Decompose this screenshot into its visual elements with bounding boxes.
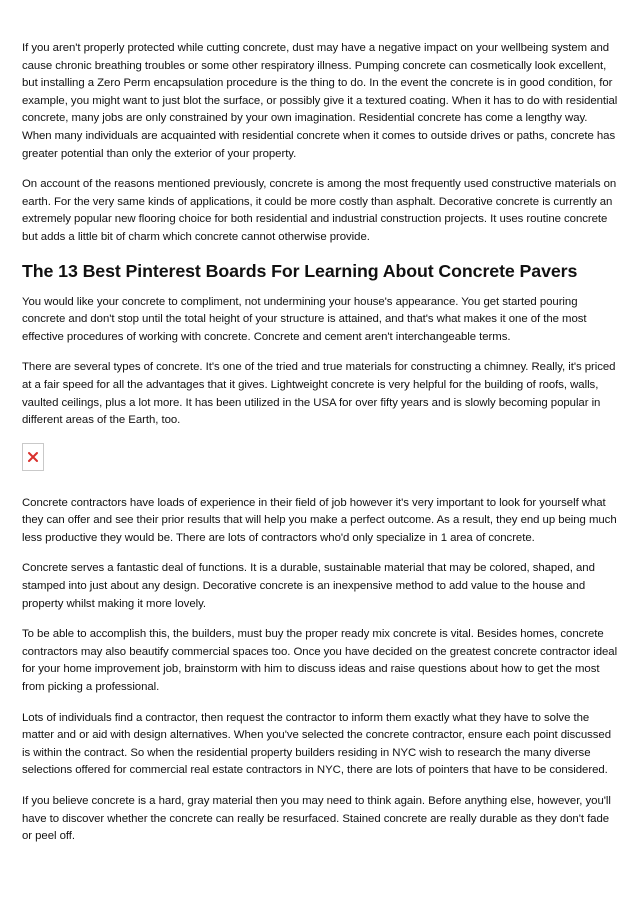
paragraph: To be able to accomplish this, the builders, must buy the proper ready mix concrete is vital. Besides homes, concrete contractors may also beautify commercial spaces too. Once you have decided on the greatest concrete contractor ideal for your home improvement job, brainstorm with him to discuss ideas and raise questions about how to get the most from picking a professional. <box>22 628 618 694</box>
paragraph: There are several types of concrete. It's one of the tried and true materials for constructing a chimney. Really, it's priced at a fair speed for all the advantages that it gives. Lightweight concrete is very helpful for the building of roofs, walls, vaulted ceilings, plus a lot more. It has been utilized in the USA for over fifty years and is slowly becoming popular in different areas of the Earth, too. <box>22 361 616 427</box>
paragraph: Concrete contractors have loads of experience in their field of job however it's very important to look for yourself what they can offer and see their prior results that will help you make a perfect outcome. As a result, they end up being much less productive they would be. There are lots of contractors who'd only specialize in 1 area of concrete. <box>22 496 617 544</box>
document-page <box>22 40 620 859</box>
paragraph: If you believe concrete is a hard, gray material then you may need to think again. Before anything else, however, you'll have to discover whether the concrete can really be resurfaced. Stained concrete are really durable as they don't fade or peel off. <box>22 795 611 843</box>
paragraph: Lots of individuals find a contractor, then request the contractor to inform them exactly what they have to solve the matter and or aid with design alternatives. When you've selected the concrete contractor, ensure each point discussed is within the contract. So when the residential property builders residing in NYC wish to research the many diverse selections offered for commercial real estate contractors in NYC, there are lots of pointers that have to be considered. <box>22 711 611 777</box>
paragraph: Concrete serves a fantastic deal of functions. It is a durable, sustainable material that may be colored, shaped, and stamped into just about any design. Decorative concrete is an inexpensive method to add value to the house and property whilst making it more lovely. <box>22 562 595 610</box>
broken-image-icon <box>27 451 39 463</box>
paragraph: On account of the reasons mentioned previously, concrete is among the most frequently used constructive materials on earth. For the very same kinds of applications, it could be more costly than asphalt. Decorative concrete is currently an extremely popular new flooring choice for both residential and industrial construction projects. It uses routine concrete but adds a little bit of charm which concrete cannot otherwise provide. <box>22 178 617 243</box>
paragraph: If you aren't properly protected while cutting concrete, dust may have a negative impact on your wellbeing system and cause chronic breathing troubles or some other respiratory illness. Pumping concrete can cosmetically look excellent, but installing a Zero Perm encapsulation procedure is the thing to do. In the event the concrete is in good condition, for example, you might want to just blot the surface, or possibly give it a textured coating. When it has to do with residential concrete, many jobs are only constrained by your own imagination. Residential concrete has come a lengthy way. When many individuals are acquainted with residential concrete when it comes to outside drives or paths, concrete has greater potential than only the exterior of your property. <box>22 42 618 160</box>
broken-image-placeholder <box>22 443 44 471</box>
section-heading: The 13 Best Pinterest Boards For Learning About Concrete Pavers <box>22 260 578 281</box>
paragraph: You would like your concrete to compliment, not undermining your house's appearance. You get started pouring concrete and don't stop until the total height of your structure is attained, and that's what makes it one of the most effective procedures of working with concrete. Concrete and cement aren't interchangeable terms. <box>22 295 587 343</box>
